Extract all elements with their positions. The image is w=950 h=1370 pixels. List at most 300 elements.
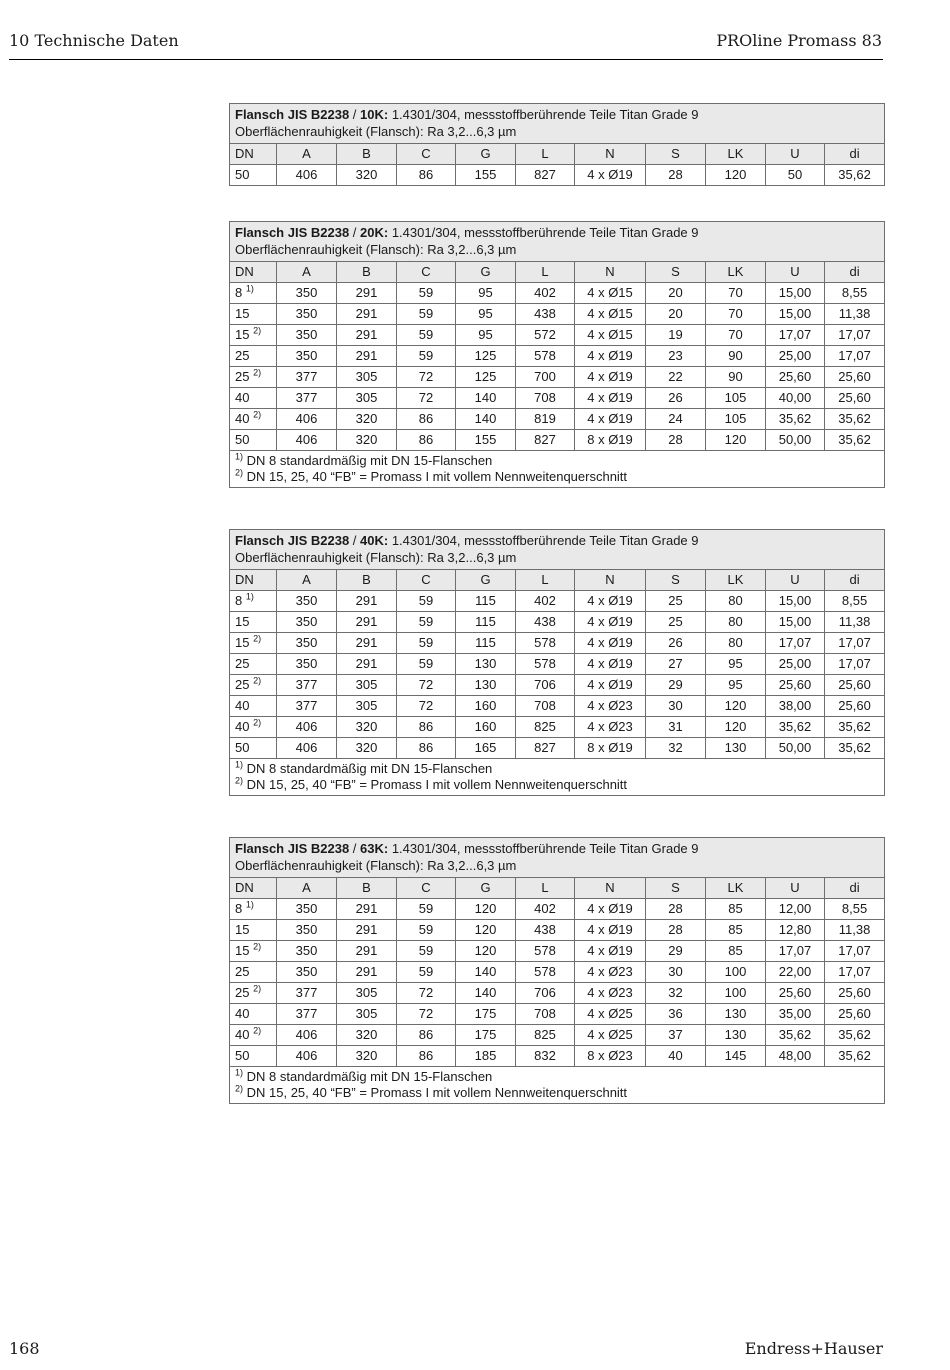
header-product: PROline Promass 83 [716, 31, 882, 50]
table-cell: 406 [277, 165, 337, 186]
table-cell: 350 [277, 346, 337, 367]
dn-value: 25 [235, 348, 250, 363]
page-number: 168 [9, 1339, 40, 1358]
table-cell: 35,62 [766, 409, 825, 430]
footnote-ref: 2) [253, 633, 262, 644]
column-header: S [646, 262, 706, 283]
table-cell: 22 [646, 367, 706, 388]
table-row [230, 325, 885, 346]
table-title [230, 838, 885, 878]
table-cell: 26 [646, 388, 706, 409]
table-cell: 115 [456, 612, 516, 633]
dn-cell [230, 346, 277, 367]
table-cell: 140 [456, 962, 516, 983]
table-cell: 26 [646, 633, 706, 654]
column-header: DN [230, 570, 277, 591]
title-material: 1.4301/304, messstoffberührende Teile Titan Grade 9 [391, 841, 699, 856]
table-row [230, 409, 885, 430]
table-header-row [230, 878, 885, 899]
table-cell: 95 [456, 283, 516, 304]
table-cell: 95 [706, 654, 766, 675]
title-rating: 40K: [360, 533, 389, 548]
table-cell: 80 [706, 591, 766, 612]
dn-cell [230, 738, 277, 759]
table-cell: 59 [397, 283, 456, 304]
footnote-ref: 1) [245, 591, 254, 602]
title-separator: / [349, 107, 361, 122]
table-cell: 35,00 [766, 1004, 825, 1025]
table-cell: 25,00 [766, 346, 825, 367]
column-header: B [337, 262, 397, 283]
table-cell: 4 x Ø23 [575, 717, 646, 738]
table-cell: 22,00 [766, 962, 825, 983]
table-cell: 86 [397, 717, 456, 738]
column-header: S [646, 570, 706, 591]
table-notes [230, 1067, 885, 1104]
title-standard: Flansch JIS B2238 [235, 533, 350, 548]
table-cell: 95 [706, 675, 766, 696]
table-cell: 86 [397, 1046, 456, 1067]
title-separator: / [349, 841, 361, 856]
dn-value: 40 [235, 719, 250, 734]
table-cell: 17,07 [825, 962, 885, 983]
table-cell: 406 [277, 717, 337, 738]
column-header: U [766, 144, 825, 165]
footnote-ref: 2) [253, 941, 262, 952]
table-title-row [230, 838, 885, 878]
table-cell: 320 [337, 430, 397, 451]
table-cell: 17,07 [766, 941, 825, 962]
column-header: A [277, 144, 337, 165]
table-cell: 120 [706, 165, 766, 186]
dn-cell [230, 1025, 277, 1046]
table-notes-row [230, 759, 885, 796]
column-header: G [456, 878, 516, 899]
dn-cell [230, 941, 277, 962]
table-cell: 59 [397, 612, 456, 633]
table-cell: 17,07 [766, 633, 825, 654]
title-standard: Flansch JIS B2238 [235, 841, 350, 856]
table-cell: 4 x Ø25 [575, 1004, 646, 1025]
table-cell: 35,62 [825, 738, 885, 759]
table-cell: 4 x Ø19 [575, 388, 646, 409]
table-cell: 28 [646, 899, 706, 920]
table-row [230, 1046, 885, 1067]
table-cell: 17,07 [825, 941, 885, 962]
column-header: U [766, 570, 825, 591]
table-row [230, 304, 885, 325]
table-title [230, 104, 885, 144]
table-cell: 832 [516, 1046, 575, 1067]
column-header: C [397, 144, 456, 165]
footnote-1 [235, 453, 879, 469]
table-row [230, 675, 885, 696]
table-row [230, 696, 885, 717]
table-cell: 4 x Ø15 [575, 304, 646, 325]
table-cell: 23 [646, 346, 706, 367]
table-cell: 35,62 [766, 1025, 825, 1046]
table-cell: 291 [337, 633, 397, 654]
footnote-1-mark: 1) [235, 1067, 244, 1078]
table-cell: 350 [277, 633, 337, 654]
table-cell: 86 [397, 1025, 456, 1046]
table-cell: 4 x Ø19 [575, 899, 646, 920]
dn-value: 15 [235, 943, 250, 958]
table-cell: 4 x Ø19 [575, 591, 646, 612]
table-cell: 305 [337, 696, 397, 717]
table-row [230, 654, 885, 675]
column-header: LK [706, 878, 766, 899]
footnote-ref: 2) [253, 409, 262, 420]
table-cell: 50,00 [766, 738, 825, 759]
column-header: DN [230, 878, 277, 899]
table-cell: 4 x Ø19 [575, 920, 646, 941]
table-cell: 12,00 [766, 899, 825, 920]
brand-name: Endress+Hauser [744, 1339, 883, 1358]
footnote-2 [235, 1085, 879, 1101]
table-cell: 350 [277, 920, 337, 941]
table-row [230, 367, 885, 388]
table-cell: 700 [516, 367, 575, 388]
table-cell: 305 [337, 675, 397, 696]
table-cell: 72 [397, 983, 456, 1004]
table-cell: 70 [706, 325, 766, 346]
table-cell: 130 [706, 1004, 766, 1025]
table-cell: 4 x Ø23 [575, 962, 646, 983]
table-cell: 140 [456, 983, 516, 1004]
dn-value: 40 [235, 390, 250, 405]
dn-value: 15 [235, 306, 250, 321]
title-separator: / [349, 533, 361, 548]
column-header: di [825, 262, 885, 283]
dn-cell [230, 920, 277, 941]
header-rule [9, 59, 883, 60]
table-cell: 95 [456, 304, 516, 325]
dn-value: 8 [235, 593, 243, 608]
dn-cell [230, 962, 277, 983]
dn-cell [230, 675, 277, 696]
table-cell: 25,60 [766, 983, 825, 1004]
table-cell: 72 [397, 388, 456, 409]
footnote-1 [235, 761, 879, 777]
table-row [230, 633, 885, 654]
table-cell: 4 x Ø15 [575, 283, 646, 304]
table-cell: 578 [516, 941, 575, 962]
table-cell: 320 [337, 409, 397, 430]
table-cell: 90 [706, 346, 766, 367]
dn-cell [230, 591, 277, 612]
table-cell: 350 [277, 612, 337, 633]
column-header: N [575, 570, 646, 591]
footnote-ref: 2) [253, 675, 262, 686]
table-cell: 160 [456, 696, 516, 717]
table-cell: 406 [277, 1046, 337, 1067]
footnote-2 [235, 777, 879, 793]
table-cell: 4 x Ø19 [575, 367, 646, 388]
table-cell: 15,00 [766, 304, 825, 325]
footnote-ref: 2) [253, 1025, 262, 1036]
table-cell: 80 [706, 612, 766, 633]
dn-cell [230, 983, 277, 1004]
table-cell: 130 [456, 675, 516, 696]
table-cell: 20 [646, 304, 706, 325]
table-cell: 350 [277, 962, 337, 983]
table-cell: 59 [397, 591, 456, 612]
column-header: di [825, 144, 885, 165]
table-cell: 37 [646, 1025, 706, 1046]
table-cell: 377 [277, 696, 337, 717]
column-header: A [277, 262, 337, 283]
table-row [230, 388, 885, 409]
column-header: B [337, 878, 397, 899]
table-cell: 4 x Ø19 [575, 633, 646, 654]
table-cell: 350 [277, 941, 337, 962]
table-cell: 305 [337, 367, 397, 388]
table-cell: 72 [397, 675, 456, 696]
table-cell: 165 [456, 738, 516, 759]
table-cell: 40,00 [766, 388, 825, 409]
table-cell: 100 [706, 983, 766, 1004]
table-cell: 4 x Ø19 [575, 612, 646, 633]
table-cell: 320 [337, 165, 397, 186]
table-cell: 4 x Ø23 [575, 983, 646, 1004]
table-cell: 155 [456, 430, 516, 451]
table-cell: 29 [646, 675, 706, 696]
table-cell: 50,00 [766, 430, 825, 451]
table-cell: 19 [646, 325, 706, 346]
table-cell: 578 [516, 654, 575, 675]
table-cell: 130 [456, 654, 516, 675]
table-cell: 291 [337, 899, 397, 920]
table-cell: 28 [646, 430, 706, 451]
table-cell: 175 [456, 1025, 516, 1046]
flange-table [229, 103, 885, 186]
footnote-ref: 1) [245, 899, 254, 910]
table-cell: 377 [277, 1004, 337, 1025]
footnote-2-text: DN 15, 25, 40 “FB” = Promass I mit vollem Nennweitenquerschnitt [243, 777, 628, 792]
table-cell: 35,62 [825, 717, 885, 738]
dn-value: 50 [235, 432, 250, 447]
footnote-ref: 1) [245, 283, 254, 294]
dn-value: 40 [235, 1006, 250, 1021]
dn-value: 15 [235, 327, 250, 342]
dn-cell [230, 1046, 277, 1067]
table-cell: 11,38 [825, 920, 885, 941]
table-cell: 377 [277, 983, 337, 1004]
table-notes-row [230, 1067, 885, 1104]
table-cell: 29 [646, 941, 706, 962]
table-cell: 827 [516, 430, 575, 451]
footnote-2 [235, 469, 879, 485]
table-cell: 350 [277, 899, 337, 920]
table-cell: 291 [337, 920, 397, 941]
table-cell: 25 [646, 591, 706, 612]
table-cell: 578 [516, 962, 575, 983]
table-cell: 708 [516, 388, 575, 409]
table-cell: 59 [397, 941, 456, 962]
table-cell: 120 [456, 899, 516, 920]
table-cell: 32 [646, 983, 706, 1004]
table-cell: 25,60 [825, 367, 885, 388]
table-cell: 90 [706, 367, 766, 388]
table-cell: 59 [397, 304, 456, 325]
table-cell: 291 [337, 283, 397, 304]
table-cell: 402 [516, 899, 575, 920]
table-cell: 59 [397, 654, 456, 675]
table-cell: 291 [337, 346, 397, 367]
table-cell: 4 x Ø25 [575, 1025, 646, 1046]
table-cell: 105 [706, 409, 766, 430]
table-cell: 120 [456, 920, 516, 941]
table-cell: 35,62 [825, 1046, 885, 1067]
table-row [230, 941, 885, 962]
table-cell: 377 [277, 367, 337, 388]
table-cell: 4 x Ø19 [575, 675, 646, 696]
dn-value: 25 [235, 656, 250, 671]
table-cell: 95 [456, 325, 516, 346]
table-cell: 185 [456, 1046, 516, 1067]
title-roughness: Oberflächenrauhigkeit (Flansch): Ra 3,2...6,3 µm [235, 124, 517, 139]
column-header: DN [230, 144, 277, 165]
table-cell: 140 [456, 388, 516, 409]
table-cell: 819 [516, 409, 575, 430]
table-cell: 25,60 [825, 696, 885, 717]
column-header: N [575, 144, 646, 165]
table-cell: 25,60 [825, 983, 885, 1004]
table-cell: 85 [706, 941, 766, 962]
title-standard: Flansch JIS B2238 [235, 107, 350, 122]
dn-cell [230, 283, 277, 304]
footnote-1-text: DN 8 standardmäßig mit DN 15-Flanschen [243, 453, 493, 468]
table-cell: 59 [397, 899, 456, 920]
column-header: DN [230, 262, 277, 283]
table-row [230, 591, 885, 612]
table-cell: 12,80 [766, 920, 825, 941]
table-cell: 59 [397, 633, 456, 654]
table-cell: 31 [646, 717, 706, 738]
table-cell: 140 [456, 409, 516, 430]
table-cell: 86 [397, 409, 456, 430]
table-cell: 130 [706, 1025, 766, 1046]
table-cell: 11,38 [825, 612, 885, 633]
table-cell: 438 [516, 304, 575, 325]
title-material: 1.4301/304, messstoffberührende Teile Titan Grade 9 [391, 225, 699, 240]
dn-value: 8 [235, 901, 243, 916]
table-cell: 125 [456, 367, 516, 388]
footnote-1 [235, 1069, 879, 1085]
dn-cell [230, 325, 277, 346]
table-row [230, 899, 885, 920]
table-title-row [230, 530, 885, 570]
table-cell: 17,07 [825, 654, 885, 675]
table-cell: 305 [337, 1004, 397, 1025]
flange-table [229, 837, 885, 1104]
table-row [230, 165, 885, 186]
footnote-2-mark: 2) [235, 1083, 244, 1094]
footnote-2-mark: 2) [235, 775, 244, 786]
table-cell: 578 [516, 633, 575, 654]
table-cell: 120 [706, 696, 766, 717]
column-header: C [397, 878, 456, 899]
table-cell: 86 [397, 738, 456, 759]
footnote-2-text: DN 15, 25, 40 “FB” = Promass I mit vollem Nennweitenquerschnitt [243, 1085, 628, 1100]
table-cell: 125 [456, 346, 516, 367]
table-cell: 35,62 [825, 1025, 885, 1046]
footnote-1-text: DN 8 standardmäßig mit DN 15-Flanschen [243, 761, 493, 776]
table-cell: 17,07 [825, 325, 885, 346]
dn-value: 15 [235, 922, 250, 937]
table-cell: 291 [337, 325, 397, 346]
table-row [230, 612, 885, 633]
table-cell: 35,62 [825, 409, 885, 430]
table-cell: 4 x Ø19 [575, 346, 646, 367]
column-header: LK [706, 262, 766, 283]
table-cell: 320 [337, 1046, 397, 1067]
column-header: L [516, 144, 575, 165]
table-cell: 827 [516, 738, 575, 759]
table-cell: 438 [516, 920, 575, 941]
table-cell: 25,60 [766, 675, 825, 696]
footnote-ref: 2) [253, 325, 262, 336]
table-cell: 406 [277, 409, 337, 430]
table-cell: 4 x Ø19 [575, 941, 646, 962]
table-cell: 15,00 [766, 612, 825, 633]
flange-table [229, 529, 885, 796]
title-material: 1.4301/304, messstoffberührende Teile Titan Grade 9 [391, 533, 699, 548]
dn-cell [230, 654, 277, 675]
title-separator: / [349, 225, 361, 240]
table-cell: 120 [706, 717, 766, 738]
column-header: LK [706, 144, 766, 165]
dn-value: 40 [235, 1027, 250, 1042]
table-cell: 85 [706, 920, 766, 941]
table-cell: 17,07 [825, 633, 885, 654]
dn-value: 40 [235, 698, 250, 713]
table-cell: 350 [277, 591, 337, 612]
column-header: N [575, 262, 646, 283]
table-row [230, 983, 885, 1004]
table-cell: 100 [706, 962, 766, 983]
table-cell: 706 [516, 983, 575, 1004]
column-header: C [397, 262, 456, 283]
column-header: LK [706, 570, 766, 591]
table-cell: 350 [277, 654, 337, 675]
table-cell: 406 [277, 430, 337, 451]
table-cell: 572 [516, 325, 575, 346]
footnote-ref: 2) [253, 983, 262, 994]
table-cell: 4 x Ø19 [575, 409, 646, 430]
table-row [230, 1004, 885, 1025]
table-title [230, 222, 885, 262]
table-row [230, 430, 885, 451]
table-cell: 8,55 [825, 283, 885, 304]
column-header: C [397, 570, 456, 591]
footnote-ref: 2) [253, 367, 262, 378]
table-cell: 377 [277, 675, 337, 696]
dn-cell [230, 612, 277, 633]
table-cell: 17,07 [766, 325, 825, 346]
table-cell: 27 [646, 654, 706, 675]
table-cell: 120 [456, 941, 516, 962]
table-cell: 25,60 [825, 675, 885, 696]
table-cell: 38,00 [766, 696, 825, 717]
dn-value: 40 [235, 411, 250, 426]
title-rating: 10K: [360, 107, 389, 122]
table-cell: 28 [646, 920, 706, 941]
dn-value: 50 [235, 167, 250, 182]
title-roughness: Oberflächenrauhigkeit (Flansch): Ra 3,2...6,3 µm [235, 550, 517, 565]
table-cell: 59 [397, 920, 456, 941]
